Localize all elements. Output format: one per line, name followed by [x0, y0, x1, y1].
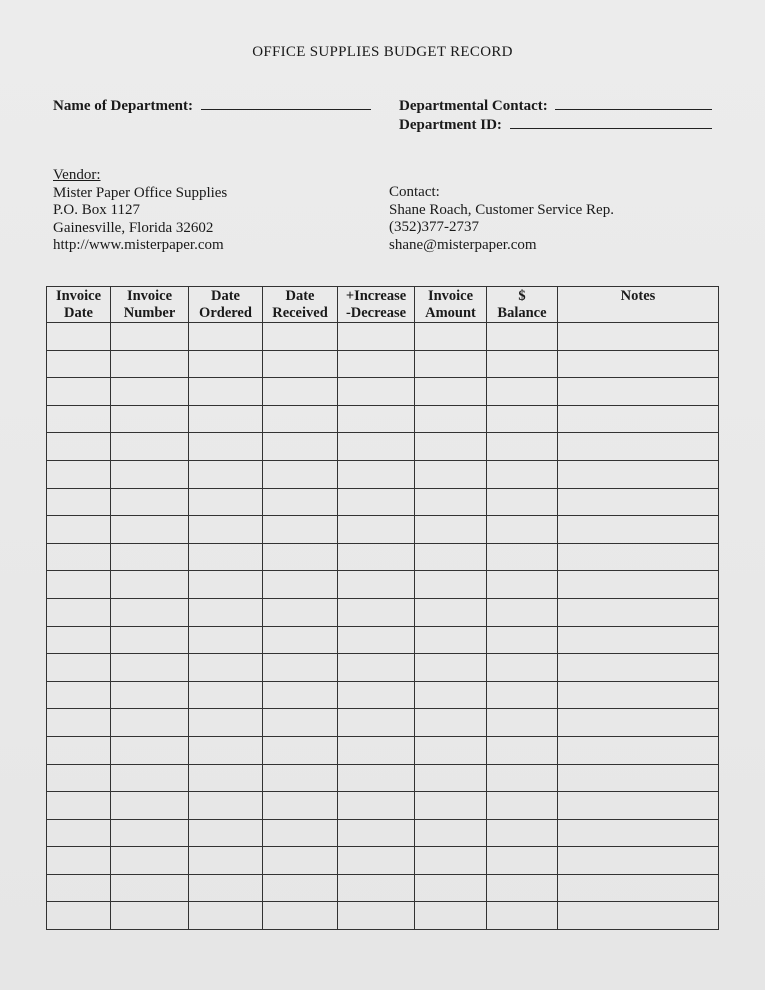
table-cell[interactable] [338, 460, 415, 488]
table-body [47, 323, 719, 930]
department-name-label: Name of Department: [53, 98, 193, 114]
table-row [47, 792, 719, 820]
vendor-heading: Vendor: [53, 167, 101, 183]
table-cell[interactable] [415, 571, 487, 599]
table-cell[interactable] [47, 323, 111, 351]
table-cell[interactable] [47, 516, 111, 544]
table-cell[interactable] [47, 681, 111, 709]
table-cell[interactable] [189, 350, 263, 378]
table-cell[interactable] [558, 626, 719, 654]
department-id-label: Department ID: [399, 117, 502, 133]
table-cell[interactable] [189, 460, 263, 488]
table-cell[interactable] [47, 709, 111, 737]
table-cell[interactable] [487, 792, 558, 820]
table-cell[interactable] [111, 709, 189, 737]
table-row [47, 902, 719, 930]
table-cell[interactable] [487, 654, 558, 682]
table-cell[interactable] [189, 654, 263, 682]
table-cell[interactable] [338, 736, 415, 764]
table-cell[interactable] [263, 460, 338, 488]
table-cell[interactable] [487, 847, 558, 875]
table-cell[interactable] [338, 433, 415, 461]
table-row [47, 874, 719, 902]
table-cell[interactable] [558, 792, 719, 820]
table-cell[interactable] [189, 571, 263, 599]
table-cell[interactable] [415, 819, 487, 847]
table-row [47, 598, 719, 626]
vendor-block [53, 167, 227, 255]
table-cell[interactable] [558, 460, 719, 488]
table-cell[interactable] [111, 433, 189, 461]
table-cell[interactable] [189, 736, 263, 764]
table-cell[interactable] [558, 681, 719, 709]
contact-name: Shane Roach, Customer Service Rep. [389, 201, 614, 218]
table-cell[interactable] [111, 736, 189, 764]
table-cell[interactable] [189, 819, 263, 847]
table-row [47, 626, 719, 654]
table-cell[interactable] [487, 350, 558, 378]
table-cell[interactable] [415, 764, 487, 792]
table-cell[interactable] [415, 792, 487, 820]
table-cell[interactable] [415, 516, 487, 544]
table-cell[interactable] [338, 571, 415, 599]
table-cell[interactable] [487, 571, 558, 599]
table-cell[interactable] [415, 874, 487, 902]
table-cell[interactable] [263, 323, 338, 351]
table-cell[interactable] [338, 709, 415, 737]
table-cell[interactable] [47, 902, 111, 930]
table-cell[interactable] [415, 488, 487, 516]
table-row [47, 819, 719, 847]
departmental-contact-blank[interactable] [555, 96, 712, 110]
departmental-contact-label: Departmental Contact: [399, 98, 548, 114]
table-row [47, 543, 719, 571]
table-row [47, 709, 719, 737]
table-cell[interactable] [111, 571, 189, 599]
table-cell[interactable] [558, 874, 719, 902]
table-cell[interactable] [263, 764, 338, 792]
table-cell[interactable] [487, 626, 558, 654]
table-cell[interactable] [263, 543, 338, 571]
table-cell[interactable] [263, 626, 338, 654]
table-cell[interactable] [338, 902, 415, 930]
table-cell[interactable] [47, 460, 111, 488]
table-cell[interactable] [338, 819, 415, 847]
table-cell[interactable] [415, 350, 487, 378]
table-cell[interactable] [47, 847, 111, 875]
table-row [47, 433, 719, 461]
table-cell[interactable] [47, 819, 111, 847]
col-notes: Notes [558, 287, 719, 323]
table-cell[interactable] [189, 764, 263, 792]
table-cell[interactable] [338, 488, 415, 516]
table-cell[interactable] [338, 874, 415, 902]
table-cell[interactable] [558, 516, 719, 544]
page-title: OFFICE SUPPLIES BUDGET RECORD [252, 44, 513, 60]
table-cell[interactable] [111, 488, 189, 516]
table-row [47, 764, 719, 792]
table-cell[interactable] [415, 543, 487, 571]
table-row [47, 350, 719, 378]
vendor-city: Gainesville, Florida 32602 [53, 219, 214, 236]
table-cell[interactable] [487, 681, 558, 709]
table-cell[interactable] [47, 378, 111, 406]
table-cell[interactable] [189, 626, 263, 654]
table-cell[interactable] [558, 405, 719, 433]
table-cell[interactable] [558, 323, 719, 351]
table-cell[interactable] [263, 902, 338, 930]
table-cell[interactable] [189, 874, 263, 902]
table-cell[interactable] [487, 460, 558, 488]
table-cell[interactable] [415, 847, 487, 875]
table-cell[interactable] [338, 405, 415, 433]
table-cell[interactable] [415, 626, 487, 654]
table-cell[interactable] [338, 350, 415, 378]
table-cell[interactable] [263, 571, 338, 599]
contact-phone: (352)377-2737 [389, 219, 479, 235]
table-cell[interactable] [558, 819, 719, 847]
table-cell[interactable] [189, 378, 263, 406]
departmental-contact-field [399, 96, 712, 115]
table-cell[interactable] [263, 874, 338, 902]
department-id-field [399, 115, 712, 134]
vendor-name: Mister Paper Office Supplies [53, 184, 228, 201]
table-cell[interactable] [189, 681, 263, 709]
table-cell[interactable] [111, 626, 189, 654]
table-cell[interactable] [338, 516, 415, 544]
table-cell[interactable] [47, 792, 111, 820]
table-cell[interactable] [487, 819, 558, 847]
table-cell[interactable] [415, 902, 487, 930]
table-cell[interactable] [47, 405, 111, 433]
table-cell[interactable] [558, 433, 719, 461]
table-cell[interactable] [487, 433, 558, 461]
contact-block [389, 184, 614, 254]
table-cell[interactable] [487, 764, 558, 792]
table-cell[interactable] [487, 405, 558, 433]
table-cell[interactable] [558, 654, 719, 682]
table-cell[interactable] [263, 792, 338, 820]
table-cell[interactable] [415, 654, 487, 682]
table-cell[interactable] [415, 709, 487, 737]
table-cell[interactable] [487, 874, 558, 902]
contact-heading: Contact: [389, 184, 440, 200]
table-cell[interactable] [47, 654, 111, 682]
table-cell[interactable] [558, 847, 719, 875]
department-id-blank[interactable] [510, 115, 712, 129]
table-cell[interactable] [415, 598, 487, 626]
table-cell[interactable] [558, 488, 719, 516]
table-cell[interactable] [47, 350, 111, 378]
table-cell[interactable] [189, 488, 263, 516]
table-cell[interactable] [263, 433, 338, 461]
table-cell[interactable] [111, 847, 189, 875]
col-date-ordered: Date Ordered [189, 287, 263, 323]
table-cell[interactable] [189, 847, 263, 875]
budget-table [46, 286, 719, 930]
table-cell[interactable] [558, 598, 719, 626]
table-row [47, 681, 719, 709]
table-cell[interactable] [111, 378, 189, 406]
table-cell[interactable] [338, 626, 415, 654]
table-cell[interactable] [487, 378, 558, 406]
table-row [47, 516, 719, 544]
table-cell[interactable] [487, 516, 558, 544]
table-row [47, 460, 719, 488]
table-cell[interactable] [487, 736, 558, 764]
table-cell[interactable] [189, 405, 263, 433]
table-cell[interactable] [47, 598, 111, 626]
table-cell[interactable] [558, 902, 719, 930]
table-cell[interactable] [111, 654, 189, 682]
table-cell[interactable] [111, 681, 189, 709]
table-cell[interactable] [47, 736, 111, 764]
table-cell[interactable] [111, 460, 189, 488]
table-cell[interactable] [189, 516, 263, 544]
table-cell[interactable] [487, 543, 558, 571]
table-cell[interactable] [111, 350, 189, 378]
table-cell[interactable] [263, 654, 338, 682]
table-cell[interactable] [111, 598, 189, 626]
table-cell[interactable] [111, 792, 189, 820]
contact-email: shane@misterpaper.com [389, 236, 537, 253]
table-cell[interactable] [338, 847, 415, 875]
table-cell[interactable] [558, 378, 719, 406]
table-cell[interactable] [558, 571, 719, 599]
table-cell[interactable] [189, 792, 263, 820]
table-cell[interactable] [47, 571, 111, 599]
table-cell[interactable] [47, 764, 111, 792]
table-cell[interactable] [415, 433, 487, 461]
table-cell[interactable] [487, 709, 558, 737]
table-cell[interactable] [111, 405, 189, 433]
table-cell[interactable] [263, 378, 338, 406]
department-name-blank[interactable] [201, 96, 371, 110]
col-invoice-number: Invoice Number [111, 287, 189, 323]
table-cell[interactable] [263, 709, 338, 737]
table-cell[interactable] [111, 874, 189, 902]
col-balance: $ Balance [487, 287, 558, 323]
table-cell[interactable] [558, 350, 719, 378]
table-cell[interactable] [558, 736, 719, 764]
table-cell[interactable] [415, 323, 487, 351]
table-cell[interactable] [111, 902, 189, 930]
table-cell[interactable] [558, 764, 719, 792]
table-cell[interactable] [415, 460, 487, 488]
table-cell[interactable] [487, 902, 558, 930]
table-cell[interactable] [47, 543, 111, 571]
table-cell[interactable] [111, 323, 189, 351]
table-cell[interactable] [189, 598, 263, 626]
table-cell[interactable] [263, 681, 338, 709]
table-row [47, 323, 719, 351]
table-cell[interactable] [111, 764, 189, 792]
table-cell[interactable] [338, 543, 415, 571]
table-cell[interactable] [487, 488, 558, 516]
table-cell[interactable] [189, 433, 263, 461]
table-row [47, 847, 719, 875]
table-cell[interactable] [338, 323, 415, 351]
table-row [47, 405, 719, 433]
table-cell[interactable] [263, 516, 338, 544]
table-cell[interactable] [415, 405, 487, 433]
table-cell[interactable] [47, 626, 111, 654]
table-cell[interactable] [47, 874, 111, 902]
col-invoice-amount: Invoice Amount [415, 287, 487, 323]
department-name-field [53, 96, 371, 115]
vendor-website: http://www.misterpaper.com [53, 237, 224, 253]
table-cell[interactable] [263, 350, 338, 378]
table-cell[interactable] [415, 681, 487, 709]
col-date-received: Date Received [263, 287, 338, 323]
col-invoice-date: Invoice Date [47, 287, 111, 323]
table-cell[interactable] [338, 792, 415, 820]
table-cell[interactable] [263, 598, 338, 626]
table-cell[interactable] [111, 543, 189, 571]
table-cell[interactable] [338, 378, 415, 406]
table-cell[interactable] [487, 598, 558, 626]
table-cell[interactable] [558, 543, 719, 571]
table-cell[interactable] [111, 819, 189, 847]
table-cell[interactable] [338, 598, 415, 626]
table-cell[interactable] [47, 488, 111, 516]
col-increase-decrease: +Increase -Decrease [338, 287, 415, 323]
table-cell[interactable] [189, 709, 263, 737]
table-cell[interactable] [338, 681, 415, 709]
table-cell[interactable] [263, 488, 338, 516]
table-cell[interactable] [47, 433, 111, 461]
table-cell[interactable] [263, 819, 338, 847]
table-row [47, 736, 719, 764]
table-cell[interactable] [189, 543, 263, 571]
table-cell[interactable] [487, 323, 558, 351]
table-cell[interactable] [338, 654, 415, 682]
table-row [47, 378, 719, 406]
table-cell[interactable] [189, 902, 263, 930]
table-cell[interactable] [263, 847, 338, 875]
table-row [47, 654, 719, 682]
table-cell[interactable] [415, 378, 487, 406]
table-cell[interactable] [338, 764, 415, 792]
table-cell[interactable] [263, 405, 338, 433]
table-header-row [47, 287, 719, 323]
table-cell[interactable] [111, 516, 189, 544]
table-row [47, 488, 719, 516]
table-cell[interactable] [189, 323, 263, 351]
vendor-po-box: P.O. Box 1127 [53, 202, 140, 218]
table-row [47, 571, 719, 599]
table-cell[interactable] [263, 736, 338, 764]
table-cell[interactable] [558, 709, 719, 737]
table-cell[interactable] [415, 736, 487, 764]
